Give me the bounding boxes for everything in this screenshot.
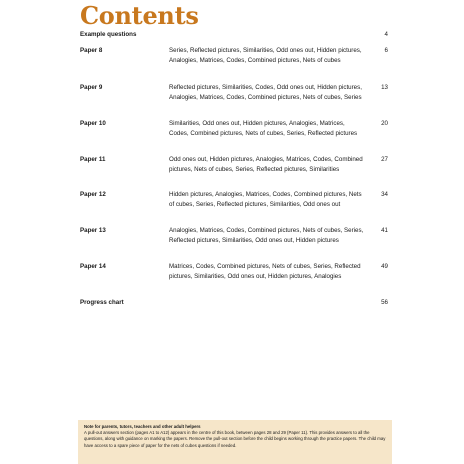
toc-page-number: 41	[381, 227, 388, 234]
adult-helper-note	[78, 420, 392, 464]
toc-page-number: 49	[381, 263, 388, 270]
toc-description: Hidden pictures, Analogies, Matrices, Codes, Combined pictures, Nets of cubes, Series, Reflected pictures, Similarities, Odd ones out	[169, 191, 362, 208]
toc-description: Series, Reflected pictures, Similarities, Odd ones out, Hidden pictures, Analogies, Matrices, Codes, Combined pictures, Nets of cubes	[169, 47, 362, 64]
toc-description: Matrices, Codes, Combined pictures, Nets of cubes, Series, Reflected pictures, Similarities, Odd ones out, Hidden pictures, Analogies	[169, 263, 361, 280]
toc-label: Paper 11	[80, 156, 106, 163]
toc-page-number: 56	[381, 299, 388, 306]
toc-page-number: 6	[384, 47, 388, 54]
toc-page-number: 4	[384, 31, 388, 38]
toc-label: Paper 12	[80, 191, 106, 198]
toc-page-number: 34	[381, 191, 388, 198]
toc-label: Paper 14	[80, 263, 106, 270]
toc-description: Odd ones out, Hidden pictures, Analogies, Matrices, Codes, Combined pictures, Nets of cubes, Series, Reflected pictures, Similarities	[169, 156, 363, 173]
toc-label: Paper 13	[80, 227, 106, 234]
toc-label: Example questions	[80, 31, 137, 38]
note-text: A pull-out answers section (pages A1 to A12) appears in the centre of this book, between pages 28 and 29 (Paper 11). This provides answers to all the questions, along with guidance on marking the papers. Remove the pull-out section before the child begins working through the practice papers. The child may have access to a spare piece of paper for the nets of cubes questions if needed.	[84, 430, 386, 448]
toc-description: Analogies, Matrices, Codes, Combined pictures, Nets of cubes, Series, Reflected pictures, Similarities, Odd ones out, Hidden pictures	[169, 227, 364, 244]
toc-label: Paper 8	[80, 47, 103, 54]
toc-description: Reflected pictures, Similarities, Codes, Odd ones out, Hidden pictures, Analogies, Matrices, Codes, Combined pictures, Nets of cubes, Series	[169, 84, 362, 101]
toc-description: Similarities, Odd ones out, Hidden pictures, Analogies, Matrices, Codes, Combined pictures, Nets of cubes, Series, Reflected pictures	[169, 120, 358, 137]
toc-label: Paper 10	[80, 120, 106, 127]
toc-label: Progress chart	[80, 299, 124, 306]
toc-label: Paper 9	[80, 84, 103, 91]
toc-page-number: 27	[381, 156, 388, 163]
page-title: Contents	[80, 1, 199, 30]
toc-page-number: 20	[381, 120, 388, 127]
note-title: Note for parents, tutors, teachers and other adult helpers	[84, 424, 201, 429]
toc-page-number: 13	[381, 84, 388, 91]
